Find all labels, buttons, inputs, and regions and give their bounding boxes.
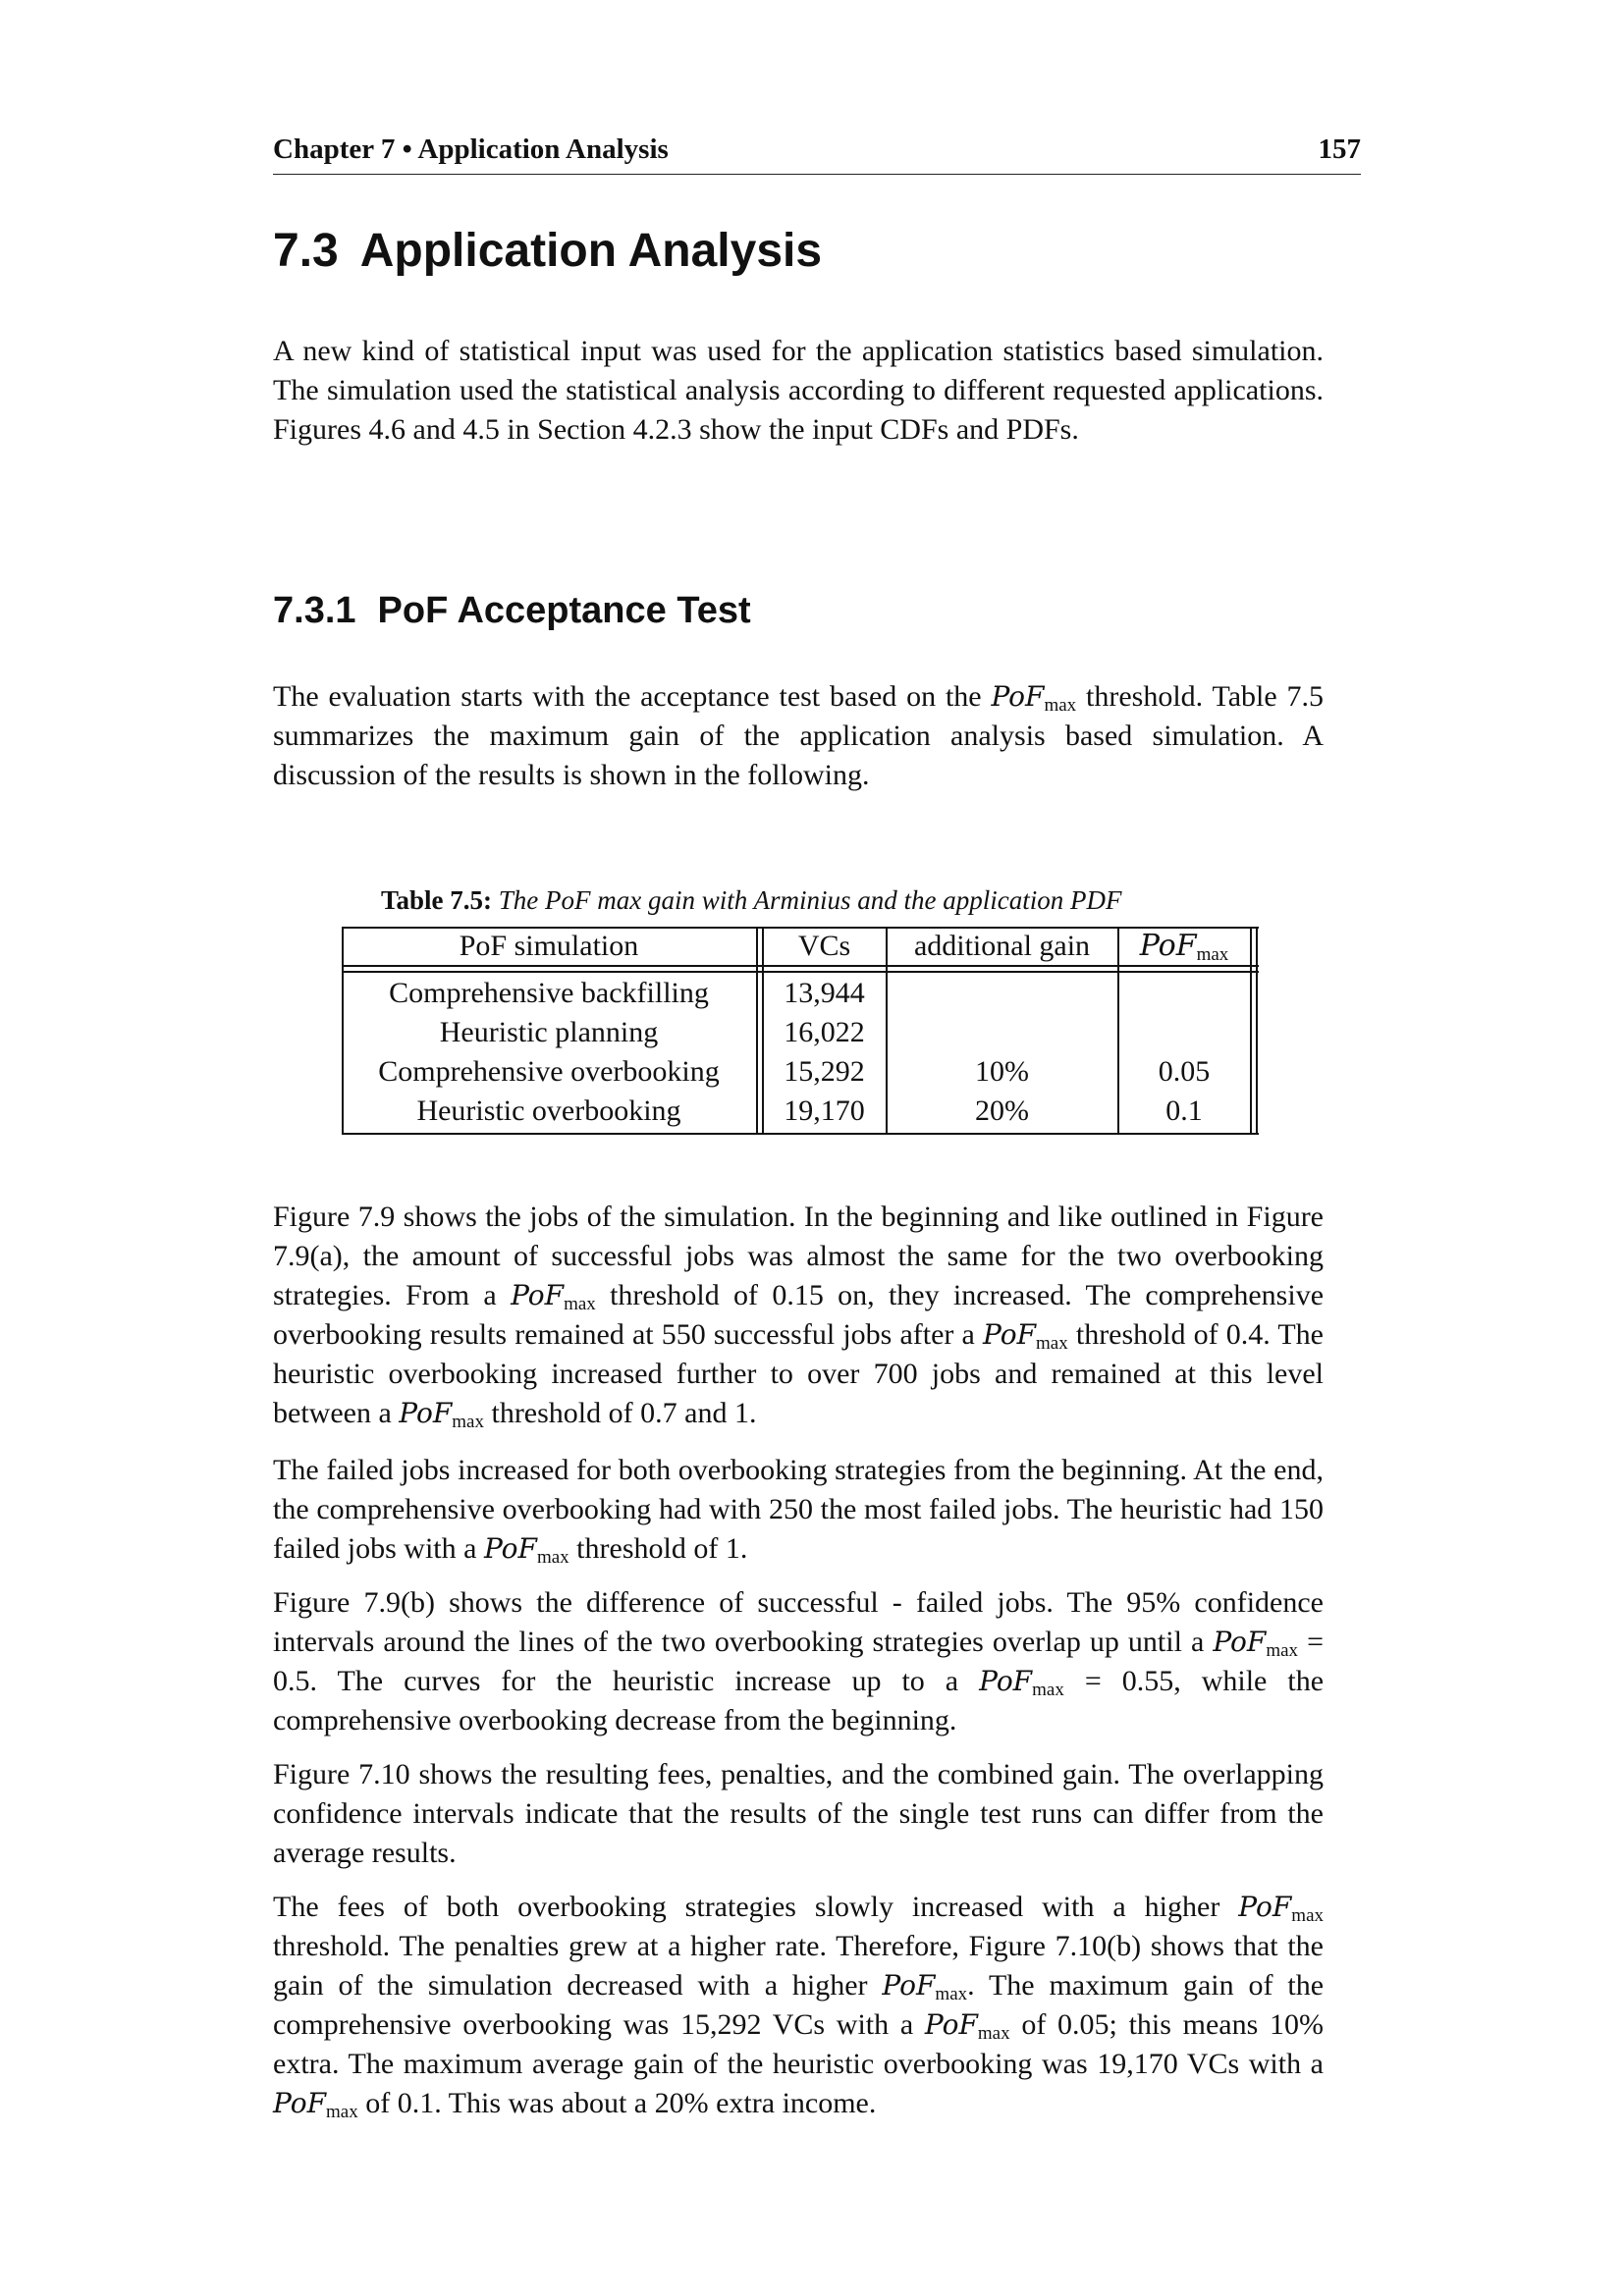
- difference-paragraph: Figure 7.9(b) shows the difference of successful - failed jobs. The 95% confidence intervals around the lines of the two overbooking strategies overlap up until a PoF$_{max}$ = 0.5. The curves for the heuristic increase up to a PoF$_{max}$ = 0.55, while the comprehensive overbooking decrease from the beginning.: [273, 1586, 1325, 1736]
- pof-max-symbol: PoF$_{max}$: [979, 1665, 1064, 1700]
- pof-max-symbol: PoF$_{max}$: [991, 680, 1077, 716]
- table-caption-text: The PoF max gain with Arminius and the application PDF: [498, 885, 1122, 915]
- table-cell: 13,944: [784, 977, 865, 1009]
- pof-max-symbol: PoF$_{max}$: [483, 1532, 569, 1568]
- section-heading: [273, 222, 822, 281]
- header-rule: [273, 174, 1361, 175]
- table-caption: [381, 883, 1122, 917]
- table-cell: Comprehensive overbooking: [378, 1055, 720, 1088]
- table-cell: Heuristic planning: [439, 1016, 659, 1048]
- table-cell: Heuristic overbooking: [416, 1095, 681, 1127]
- jobs-paragraph: Figure 7.9 shows the jobs of the simulation. In the beginning and like outlined in Figure 7.9(a), the amount of successful jobs was almost the same for the two overbooking strategies. From a PoF$_{max}$ threshold of 0.15 on, they increased. The comprehensive overbooking results remained at 550 successful jobs after a PoF$_{max}$ threshold of 0.4. The heuristic overbooking increased further to over 700 jobs and remained at this level between a PoF$_{max}$ threshold of 0.7 and 1.: [273, 1201, 1325, 1432]
- subsection-title: PoF Acceptance Test: [377, 590, 751, 631]
- chapter-title: Chapter 7 • Application Analysis: [273, 133, 669, 165]
- table-cell: 0.05: [1158, 1055, 1211, 1088]
- table-header-vcs: VCs: [797, 930, 851, 962]
- table-cell: 16,022: [784, 1016, 865, 1048]
- gain-paragraph: The fees of both overbooking strategies slowly increased with a higher PoF$_{max}$ threshold. The penalties grew at a higher rate. Therefore, Figure 7.10(b) shows that the gain of the simulation decreased with a higher PoF$_{max}$. The maximum gain of the comprehensive overbooking was 15,292 VCs with a PoF$_{max}$ of 0.05; this means 10% extra. The maximum average gain of the heuristic overbooking was 19,170 VCs with a PoF$_{max}$ of 0.1. This was about a 20% extra income.: [273, 1891, 1325, 2122]
- pof-max-symbol: PoF$_{max}$: [1213, 1626, 1299, 1661]
- pof-max-symbol: PoF$_{max}$: [924, 2008, 1010, 2044]
- table-header-additional-gain: additional gain: [913, 930, 1091, 962]
- table-cell: 15,292: [784, 1055, 865, 1088]
- page-number: 157: [1318, 133, 1361, 165]
- fees-figure-paragraph: Figure 7.10 shows the resulting fees, penalties, and the combined gain. The overlapping confidence intervals indicate that the results of the single test runs can differ from the average results.: [273, 1758, 1324, 1869]
- pof-max-symbol: PoF$_{max}$: [983, 1318, 1068, 1354]
- pof-max-symbol: PoF$_{max}$: [273, 2087, 358, 2122]
- results-table: [342, 927, 1259, 1135]
- table-header-pof-simulation: PoF simulation: [459, 930, 639, 962]
- section-title: Application Analysis: [359, 225, 823, 277]
- pof-max-symbol: PoF$_{max}$: [511, 1279, 596, 1314]
- table-cell: Comprehensive backfilling: [389, 977, 709, 1009]
- pof-max-symbol: PoF$_{max}$: [882, 1969, 968, 2004]
- running-header: [273, 132, 1361, 167]
- table-cell: 10%: [975, 1055, 1029, 1088]
- table-cell: 20%: [975, 1095, 1029, 1127]
- section-number: 7.3: [273, 225, 339, 277]
- failed-jobs-paragraph: The failed jobs increased for both overbooking strategies from the beginning. At the end, the comprehensive overbooking had with 250 the most failed jobs. The heuristic had 150 failed jobs with a PoF$_{max}$ threshold of 1.: [273, 1454, 1324, 1568]
- table-label: Table 7.5:: [381, 885, 493, 915]
- pof-max-symbol: PoF$_{max}$: [399, 1397, 484, 1432]
- table-header-pof-max: PoF$_{max}$: [1139, 929, 1229, 965]
- subsection-heading: [273, 587, 751, 634]
- subsection-number: 7.3.1: [273, 590, 356, 631]
- table-cell: 19,170: [784, 1095, 865, 1127]
- pof-max-symbol: PoF$_{max}$: [1238, 1891, 1325, 1926]
- acceptance-test-paragraph: The evaluation starts with the acceptance test based on the PoF$_{max}$ threshold. Table 7.5 summarizes the maximum gain of the application analysis based simulation. A discussion of the results is shown in the following.: [273, 680, 1325, 791]
- section-intro-paragraph: A new kind of statistical input was used for the application statistics based simulation. The simulation used the statistical analysis according to different requested applications. Figures 4.6 and 4.5 in Section 4.2.3 show the input CDFs and PDFs.: [273, 335, 1324, 446]
- table-cell: 0.1: [1165, 1095, 1203, 1127]
